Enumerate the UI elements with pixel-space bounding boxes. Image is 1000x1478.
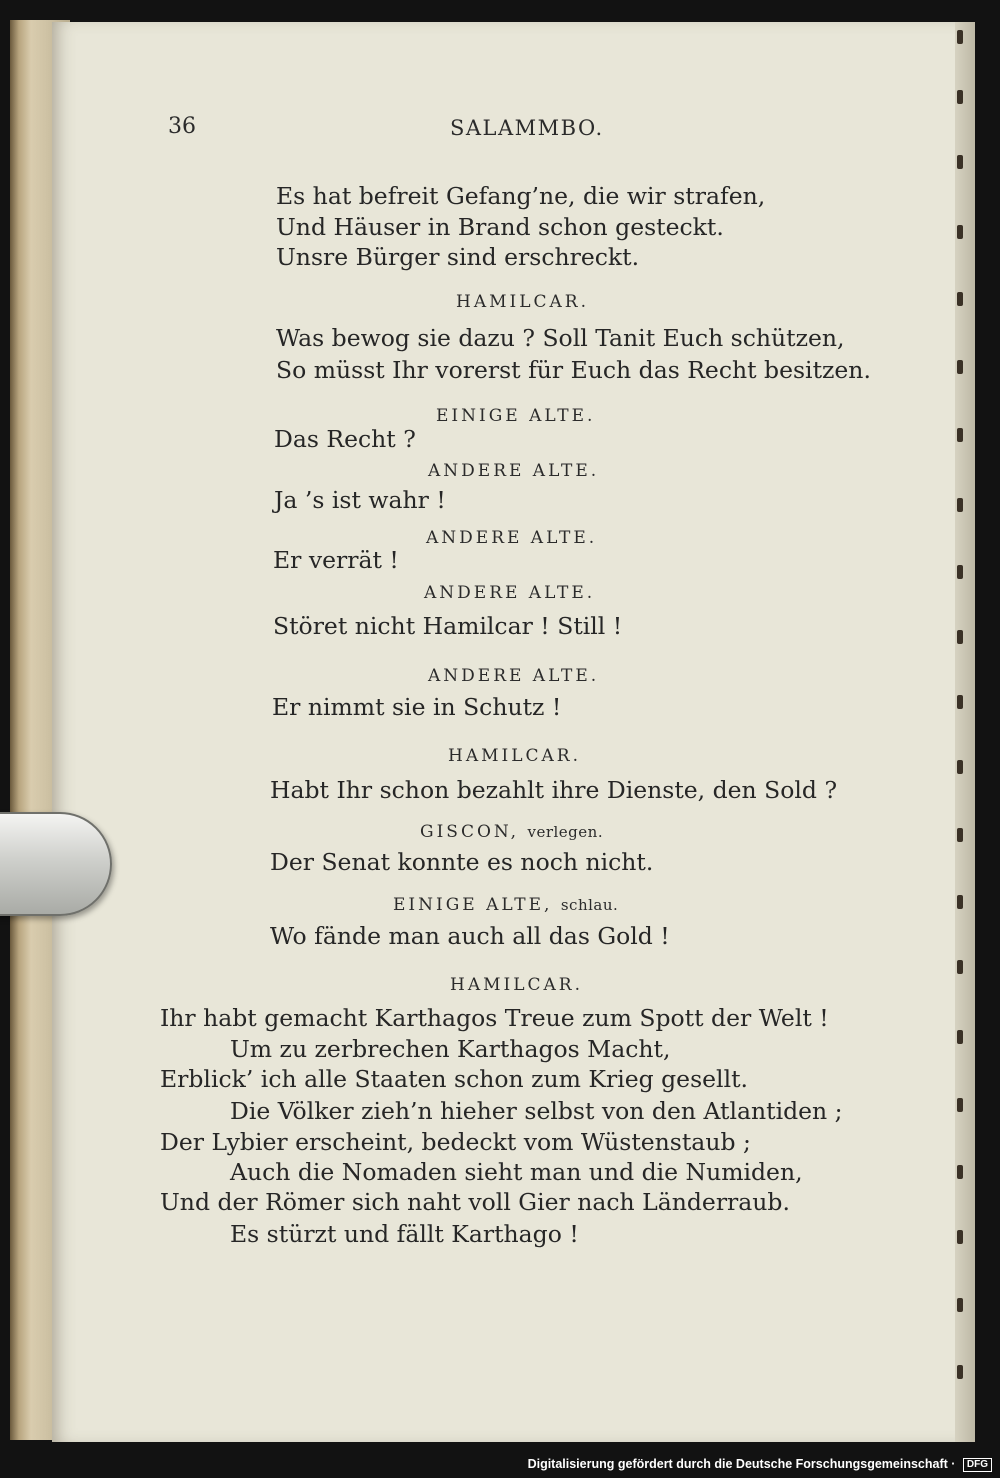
speaker-label: EINIGE ALTE,: [393, 895, 553, 915]
verse-line: Unsre Bürger sind erschreckt.: [276, 243, 640, 271]
verse-line: Das Recht ?: [274, 425, 416, 453]
speaker-name: HAMILCAR.: [448, 746, 582, 766]
speaker-name: ANDERE ALTE.: [428, 461, 600, 481]
page-holder-clip: [0, 812, 112, 916]
verse-line: Wo fände man auch all das Gold !: [270, 922, 670, 950]
verse-line: Die Völker zieh’n hieher selbst von den Atlantiden ;: [230, 1097, 843, 1125]
verse-line: Und Häuser in Brand schon gesteckt.: [276, 213, 724, 241]
digitization-credit: Digitalisierung gefördert durch die Deutsche Forschungsgemeinschaft · DFG: [528, 1457, 992, 1472]
verse-line: Ja ’s ist wahr !: [274, 486, 446, 514]
speaker-name: HAMILCAR.: [450, 975, 584, 995]
verse-line: Habt Ihr schon bezahlt ihre Dienste, den Sold ?: [270, 776, 838, 804]
page-number: 36: [168, 114, 196, 139]
dfg-logo: DFG: [963, 1458, 992, 1472]
speaker-name: ANDERE ALTE.: [428, 666, 600, 686]
verse-line: Um zu zerbrechen Karthagos Macht,: [230, 1035, 671, 1063]
running-title: SALAMMBO.: [450, 116, 604, 140]
verse-line: Ihr habt gemacht Karthagos Treue zum Spott der Welt !: [160, 1004, 829, 1032]
stage-direction: verlegen.: [527, 823, 604, 841]
verse-line: Er verrät !: [273, 546, 399, 574]
verse-line: Auch die Nomaden sieht man und die Numiden,: [230, 1158, 803, 1186]
speaker-name: HAMILCAR.: [456, 292, 590, 312]
speaker-name: EINIGE ALTE.: [436, 406, 596, 426]
speaker-name: [420, 822, 603, 842]
verse-line: Erblick’ ich alle Staaten schon zum Krieg gesellt.: [160, 1065, 748, 1093]
verse-line: Der Senat konnte es noch nicht.: [270, 848, 654, 876]
speaker-name: ANDERE ALTE.: [424, 583, 596, 603]
speaker-label: GISCON,: [420, 822, 520, 842]
verse-line: Es stürzt und fällt Karthago !: [230, 1220, 579, 1248]
verse-line: So müsst Ihr vorerst für Euch das Recht besitzen.: [276, 356, 871, 384]
verse-line: Störet nicht Hamilcar ! Still !: [273, 612, 623, 640]
credit-text: Digitalisierung gefördert durch die Deutsche Forschungsgemeinschaft: [527, 1457, 948, 1472]
verse-line: Es hat befreit Gefang’ne, die wir strafen,: [276, 182, 766, 210]
speaker-name: [393, 895, 618, 915]
speaker-name: ANDERE ALTE.: [426, 528, 598, 548]
verse-line: Was bewog sie dazu ? Soll Tanit Euch schützen,: [276, 324, 845, 352]
verse-line: Er nimmt sie in Schutz !: [272, 693, 562, 721]
verse-line: Und der Römer sich naht voll Gier nach Länderraub.: [160, 1188, 790, 1216]
stage-direction: schlau.: [560, 896, 619, 914]
verse-line: Der Lybier erscheint, bedeckt vom Wüstenstaub ;: [160, 1128, 751, 1156]
binding-stitches: [957, 30, 965, 1430]
